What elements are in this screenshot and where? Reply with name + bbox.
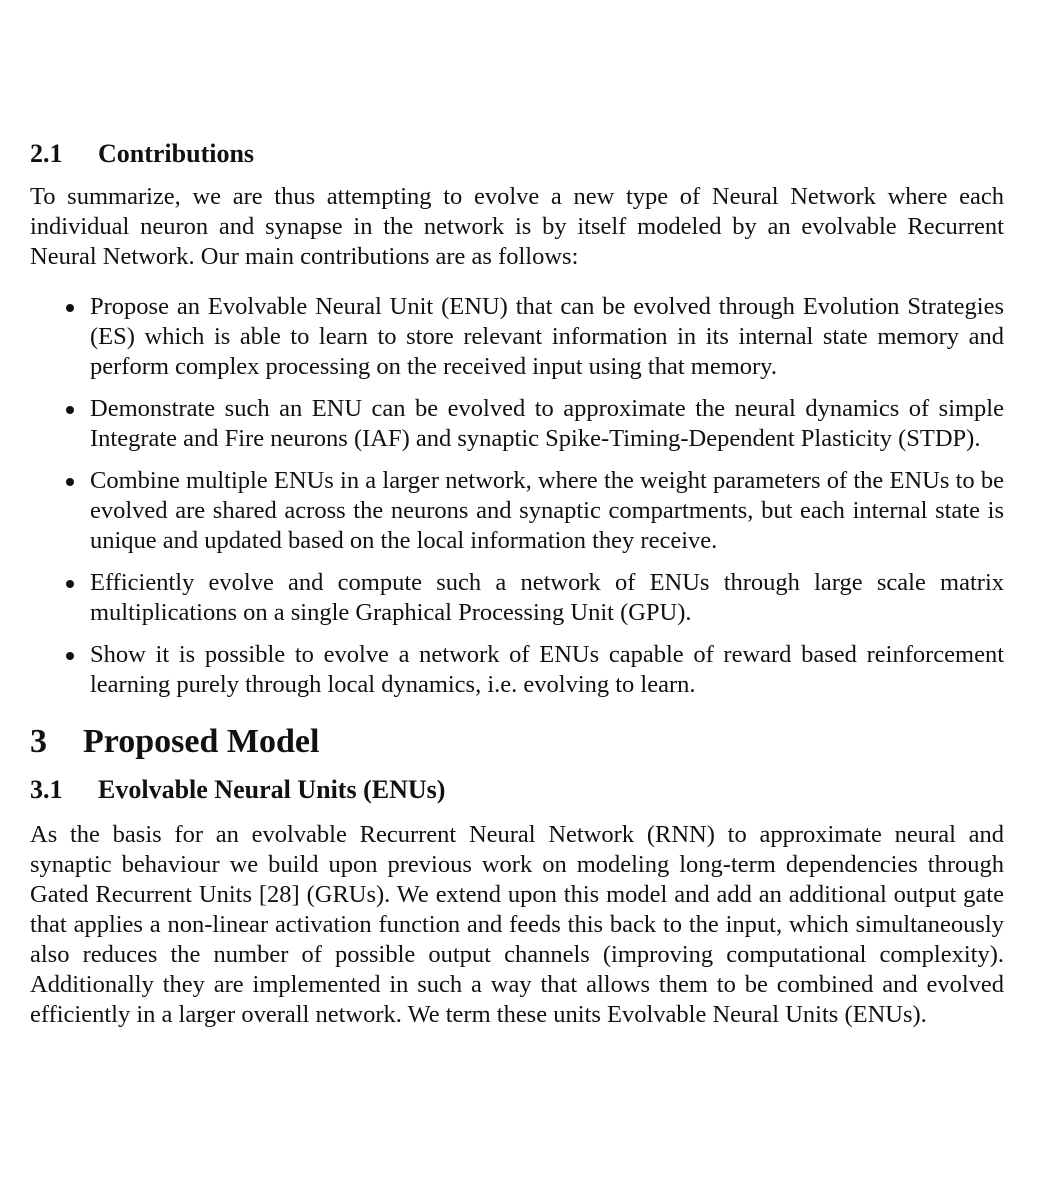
list-item [30, 466, 1004, 556]
subsection-title: Evolvable Neural Units (ENUs) [98, 775, 446, 804]
bullet-icon [66, 580, 74, 588]
list-item-text: Demonstrate such an ENU can be evolved to approximate the neural dynamics of simple Integrate and Fire neurons (IAF) and synaptic Spike-Timing-Dependent Plasticity (STDP). [90, 395, 1004, 452]
list-item-text: Show it is possible to evolve a network of ENUs capable of reward based reinforcement learning purely through local dynamics, i.e. evolving to learn. [90, 641, 1004, 698]
contributions-list [30, 292, 1004, 700]
bullet-icon [66, 652, 74, 660]
list-item-text: Combine multiple ENUs in a larger network, where the weight parameters of the ENUs to be evolved are shared across the neurons and synaptic compartments, but each internal state is unique and updated based on the local information they receive. [90, 467, 1004, 554]
bullet-icon [66, 304, 74, 312]
subsection-title: Contributions [98, 139, 255, 168]
section-number: 3 [30, 723, 47, 760]
subsection-number: 3.1 [30, 775, 63, 804]
list-item [30, 292, 1004, 382]
contributions-intro-paragraph: To summarize, we are thus attempting to evolve a new type of Neural Network where each individual neuron and synapse in the network is by itself modeled by an evolvable Recurrent Neural Network. Our main contributions are as follows: [30, 183, 1004, 270]
list-item-text: Propose an Evolvable Neural Unit (ENU) that can be evolved through Evolution Strategies (ES) which is able to learn to store relevant information in its internal state memory and perform complex processing on the received input using that memory. [90, 293, 1004, 380]
enu-paragraph: As the basis for an evolvable Recurrent Neural Network (RNN) to approximate neural and synaptic behaviour we build upon previous work on modeling long-term dependencies through Gated Recurrent Units [28] (GRUs). We extend upon this model and add an additional output gate that applies a non-linear activation function and feeds this back to the input, which simultaneously also reduces the number of possible output channels (improving computational complexity). Additionally they are implemented in such a way that allows them to be combined and evolved efficiently in a larger overall network. We term these units Evolvable Neural Units (ENUs). [30, 821, 1004, 1028]
list-item [30, 568, 1004, 628]
subsection-heading-enus [30, 774, 1004, 806]
list-item [30, 640, 1004, 700]
subsection-heading-contributions [30, 138, 1004, 170]
bullet-icon [66, 406, 74, 414]
paper-page [30, 138, 1004, 1030]
subsection-number: 2.1 [30, 139, 63, 168]
bullet-icon [66, 478, 74, 486]
section-heading-proposed-model [30, 722, 1004, 762]
section-title: Proposed Model [83, 723, 320, 760]
list-item-text: Efficiently evolve and compute such a network of ENUs through large scale matrix multiplications on a single Graphical Processing Unit (GPU). [90, 569, 1004, 626]
list-item [30, 394, 1004, 454]
